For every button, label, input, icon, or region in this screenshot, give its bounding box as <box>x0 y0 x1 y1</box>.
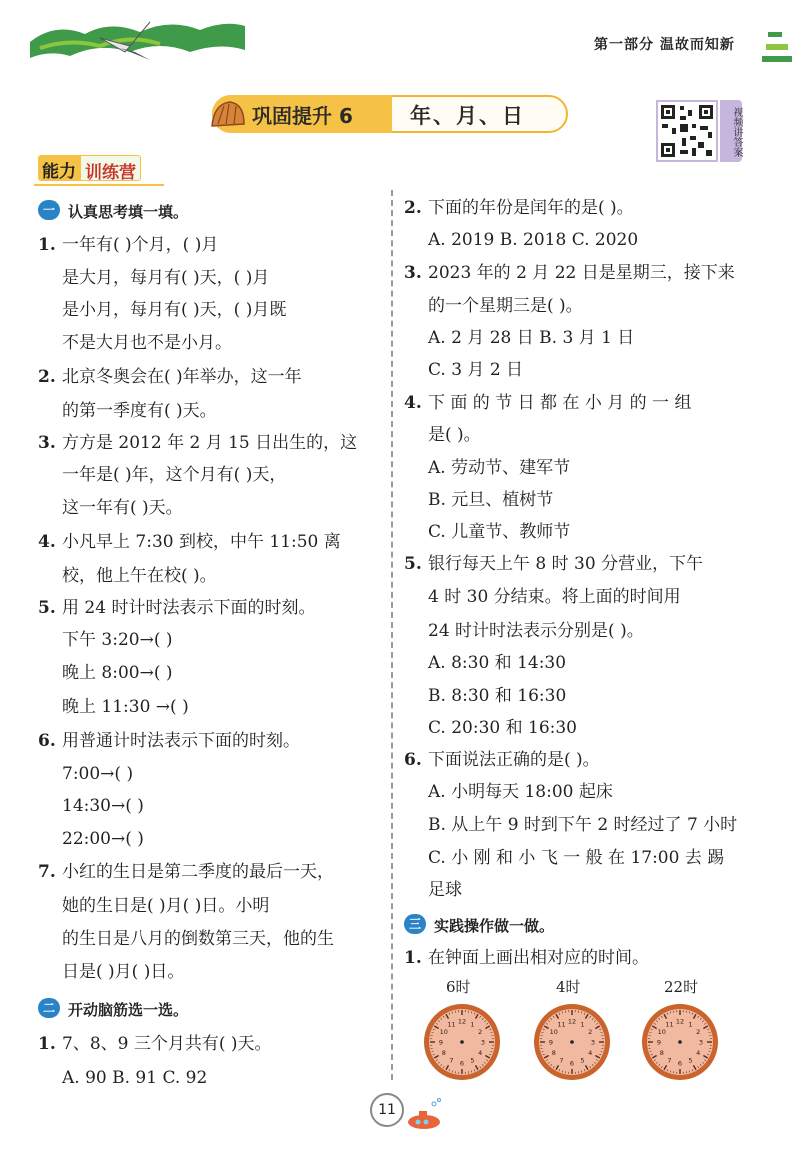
header-wave-bird-decoration <box>30 12 245 70</box>
question-line: 是( )。 <box>428 425 481 445</box>
question-line: 的生日是八月的倒数第三天，他的生 <box>62 929 334 949</box>
section-heading: 认真思考填一填。 <box>68 203 189 221</box>
question-line: 日是( )月( )日。 <box>62 962 185 982</box>
question-line: A. 2019 B. 2018 C. 2020 <box>428 230 639 250</box>
svg-text:12: 12 <box>457 1017 467 1026</box>
section-heading: 实践操作做一做。 <box>434 917 555 935</box>
question-line: 22:00→( ) <box>62 829 144 849</box>
question-line: 不是大月也不是小月。 <box>62 333 232 353</box>
question-line: 4 时 30 分结束。将上面的时间用 <box>428 587 681 607</box>
question-number: 4. <box>38 532 56 552</box>
question-text: 2023 年的 2 月 22 日是星期三，接下来 <box>428 263 735 283</box>
svg-text:3: 3 <box>698 1038 704 1047</box>
svg-text:11: 11 <box>665 1020 674 1029</box>
topic-title: 年、月、日 <box>410 104 525 128</box>
question-text: 方方是 2012 年 2 月 15 日出生的，这 <box>62 433 358 453</box>
section-heading: 开动脑筋选一选。 <box>68 1001 189 1019</box>
svg-text:12: 12 <box>567 1017 577 1026</box>
svg-text:4: 4 <box>588 1049 593 1057</box>
svg-text:2: 2 <box>588 1028 593 1036</box>
column-divider <box>391 190 393 1080</box>
qr-caption: 视频讲答案 <box>720 100 742 162</box>
question-number: 5. <box>38 598 56 618</box>
question-number: 4. <box>404 393 422 413</box>
svg-text:5: 5 <box>580 1056 585 1065</box>
svg-text:9: 9 <box>438 1038 444 1047</box>
question-line: 校，他上午在校( )。 <box>62 566 217 586</box>
svg-text:2: 2 <box>478 1028 483 1036</box>
question-line: A. 8:30 和 14:30 <box>428 653 567 673</box>
question-line: 是小月，每月有( )天，( )月既 <box>62 300 287 320</box>
question-text: 7、8、9 三个月共有( )天。 <box>62 1034 272 1054</box>
question-line: A. 劳动节、建军节 <box>428 458 571 478</box>
svg-text:1: 1 <box>580 1020 585 1029</box>
svg-text:9: 9 <box>548 1038 554 1047</box>
question-number: 2. <box>38 367 56 387</box>
question-number: 2. <box>404 198 422 218</box>
question-number: 1. <box>38 235 56 255</box>
section-number-icon: 三 <box>404 914 426 934</box>
question-number: 3. <box>404 263 422 283</box>
question-line: A. 小明每天 18:00 起床 <box>428 782 613 802</box>
question-text: 用普通计时法表示下面的时刻。 <box>62 731 300 751</box>
badge-part2: 训练营 <box>80 155 141 181</box>
lesson-title: 巩固提升 6 <box>252 104 353 128</box>
question-line: B. 8:30 和 16:30 <box>428 686 567 706</box>
svg-text:6: 6 <box>677 1059 683 1068</box>
question-line: 足球 <box>428 880 462 900</box>
question-number: 7. <box>38 862 56 882</box>
svg-text:3: 3 <box>590 1038 596 1047</box>
badge-underline <box>34 184 164 186</box>
svg-text:7: 7 <box>667 1056 672 1065</box>
svg-text:8: 8 <box>551 1049 556 1057</box>
question-number: 1. <box>404 948 422 968</box>
ability-training-badge <box>38 154 141 182</box>
clock-label: 4时 <box>556 978 581 996</box>
svg-text:10: 10 <box>549 1028 558 1036</box>
question-number: 6. <box>404 750 422 770</box>
question-text: 银行每天上午 8 时 30 分营业，下午 <box>428 554 704 574</box>
clock-face[interactable] <box>422 1002 502 1082</box>
question-text: 小凡早上 7:30 到校，中午 11:50 离 <box>62 532 341 552</box>
svg-text:7: 7 <box>449 1056 454 1065</box>
question-text: 在钟面上画出相对应的时间。 <box>428 948 649 968</box>
clock-label: 22时 <box>664 978 699 996</box>
question-line: 是大月，每月有( )天，( )月 <box>62 268 270 288</box>
svg-text:10: 10 <box>439 1028 448 1036</box>
page-number: 11 <box>370 1093 404 1127</box>
question-line: 的一个星期三是( )。 <box>428 296 583 316</box>
question-line: 这一年有( )天。 <box>62 498 183 518</box>
question-number: 1. <box>38 1034 56 1054</box>
question-line: C. 儿童节、教师节 <box>428 522 571 542</box>
question-text: 北京冬奥会在( )年举办，这一年 <box>62 367 302 387</box>
svg-text:5: 5 <box>688 1056 693 1065</box>
question-line: C. 20:30 和 16:30 <box>428 718 577 738</box>
question-line: 的第一季度有( )天。 <box>62 401 217 421</box>
question-text: 一年有( )个月，( )月 <box>62 235 219 255</box>
svg-text:12: 12 <box>675 1017 685 1026</box>
question-number: 3. <box>38 433 56 453</box>
svg-text:8: 8 <box>441 1049 446 1057</box>
question-text: 下面的年份是闰年的是( )。 <box>428 198 634 218</box>
svg-text:8: 8 <box>659 1049 664 1057</box>
clock-face[interactable] <box>640 1002 720 1082</box>
clock-face[interactable] <box>532 1002 612 1082</box>
question-line: A. 2 月 28 日 B. 3 月 1 日 <box>428 328 635 348</box>
question-line: 24 时计时法表示分别是( )。 <box>428 621 644 641</box>
question-line: 下午 3:20→( ) <box>62 630 173 650</box>
question-number: 5. <box>404 554 422 574</box>
question-line: B. 元旦、植树节 <box>428 490 554 510</box>
svg-text:2: 2 <box>696 1028 701 1036</box>
submarine-icon <box>404 1098 444 1132</box>
question-line: A. 90 B. 91 C. 92 <box>62 1068 208 1088</box>
svg-text:3: 3 <box>480 1038 486 1047</box>
shell-icon <box>208 98 248 132</box>
question-text: 小红的生日是第二季度的最后一天， <box>62 862 334 882</box>
question-number: 6. <box>38 731 56 751</box>
clock-label: 6时 <box>446 978 471 996</box>
svg-text:9: 9 <box>656 1038 662 1047</box>
svg-text:11: 11 <box>447 1020 456 1029</box>
svg-text:6: 6 <box>569 1059 575 1068</box>
svg-text:10: 10 <box>657 1028 666 1036</box>
question-text: 下面说法正确的是( )。 <box>428 750 600 770</box>
svg-text:6: 6 <box>459 1059 465 1068</box>
qr-code-icon[interactable] <box>656 100 718 162</box>
question-line: 晚上 8:00→( ) <box>62 663 173 683</box>
question-line: 她的生日是( )月( )日。小明 <box>62 896 270 916</box>
question-line: B. 从上午 9 时到下午 2 时经过了 7 小时 <box>428 815 738 835</box>
svg-text:5: 5 <box>470 1056 475 1065</box>
svg-text:1: 1 <box>688 1020 693 1029</box>
question-line: 7:00→( ) <box>62 764 134 784</box>
question-line: 一年是( )年，这个月有( )天， <box>62 465 287 485</box>
svg-text:7: 7 <box>559 1056 564 1065</box>
question-line: C. 3 月 2 日 <box>428 360 524 380</box>
question-text: 用 24 时计时法表示下面的时刻。 <box>62 598 316 618</box>
header-corner-decoration <box>760 26 800 66</box>
svg-text:11: 11 <box>557 1020 566 1029</box>
question-text: 下 面 的 节 日 都 在 小 月 的 一 组 <box>428 393 692 413</box>
question-line: 晚上 11:30 →( ) <box>62 697 189 717</box>
section-number-icon: 二 <box>38 998 60 1018</box>
header-part-label: 第一部分 温故而知新 <box>594 37 735 53</box>
section-number-icon: 一 <box>38 200 60 220</box>
svg-text:4: 4 <box>478 1049 483 1057</box>
svg-text:4: 4 <box>696 1049 701 1057</box>
badge-part1: 能力 <box>38 155 80 181</box>
question-line: 14:30→( ) <box>62 796 144 816</box>
svg-text:1: 1 <box>470 1020 475 1029</box>
question-line: C. 小 刚 和 小 飞 一 般 在 17:00 去 踢 <box>428 848 725 868</box>
